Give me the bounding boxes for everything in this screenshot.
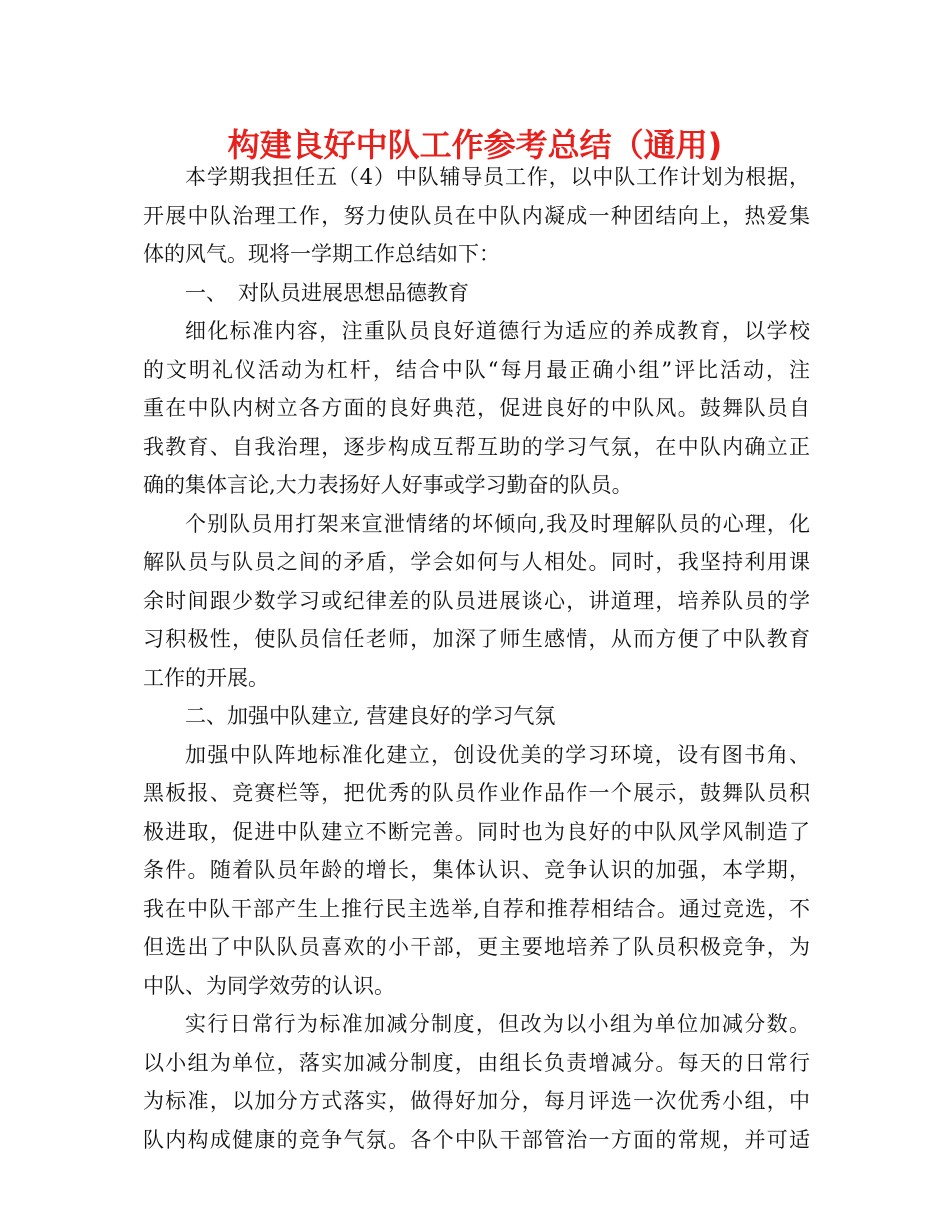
paragraph-line: 体的风气。现将一学期工作总结如下： — [143, 242, 500, 266]
paragraph-line: 的文明礼仪活动为杠杆，结合中队“每月最正确小组”评比活动，注 — [143, 357, 810, 382]
paragraph-line: 余时间跟少数学习或纪律差的队员进展谈心，讲道理，培养队员的学 — [143, 588, 810, 613]
paragraph-line: 实行日常行为标准加减分制度，但改为以小组为单位加减分数。 — [185, 1012, 810, 1036]
paragraph-line: 解队员与队员之间的矛盾，学会如何与人相处。同时，我坚持利用课 — [143, 550, 810, 574]
paragraph-line: 为标准，以加分方式落实，做得好加分，每月评选一次优秀小组，中 — [143, 1089, 810, 1113]
document-body — [143, 158, 810, 1159]
paragraph-line: 条件。随着队员年龄的增长，集体认识、竞争认识的加强，本学期， — [143, 858, 810, 882]
section-heading-2: 二、加强中队建立, 营建良好的学习气氛 — [185, 704, 556, 728]
paragraph-line: 本学期我担任五（4）中队辅导员工作，以中队工作计划为根据， — [185, 165, 810, 189]
paragraph-line: 我教育、自我治理，逐步构成互帮互助的学习气氛，在中队内确立正 — [143, 434, 810, 459]
paragraph-line: 个别队员用打架来宣泄情绪的坏倾向,我及时理解队员的心理，化 — [185, 511, 810, 536]
paragraph-line: 开展中队治理工作，努力使队员在中队内凝成一种团结向上，热爱集 — [143, 203, 810, 228]
section-heading-text: 对队员进展思想品德教育 — [238, 280, 469, 305]
paragraph-line: 我在中队干部产生上推行民主选举,自荐和推荐相结合。通过竞选，不 — [143, 896, 810, 921]
section-heading-1 — [143, 274, 810, 313]
paragraph-line: 工作的开展。 — [143, 665, 269, 690]
paragraph-line: 重在中队内树立各方面的良好典范，促进良好的中队风。鼓舞队员自 — [143, 396, 810, 420]
paragraph-line: 队内构成健康的竞争气氛。各个中队干部管治一方面的常规，并可适 — [143, 1127, 810, 1152]
paragraph-line: 中队、为同学效劳的认识。 — [143, 973, 395, 998]
paragraph-line: 黑板报、竞赛栏等，把优秀的队员作业作品作一个展示，鼓舞队员积 — [143, 781, 810, 805]
paragraph-line: 确的集体言论,大力表扬好人好事或学习勤奋的队员。 — [143, 473, 633, 497]
paragraph-line: 但选出了中队队员喜欢的小干部，更主要地培养了队员积极竞争，为 — [143, 935, 810, 959]
paragraph-line: 极进取，促进中队建立不断完善。同时也为良好的中队风学风制造了 — [143, 819, 810, 844]
paragraph-line: 加强中队阵地标准化建立，创设优美的学习环境，设有图书角、 — [185, 742, 810, 767]
paragraph-line: 以小组为单位，落实加减分制度，由组长负责增减分。每天的日常行 — [143, 1050, 810, 1075]
document-title: 构建良好中队工作参考总结（通用) — [227, 126, 723, 164]
section-heading-number: 一、 — [185, 280, 227, 305]
paragraph-line: 习积极性，使队员信任老师，加深了师生感情，从而方便了中队教育 — [143, 627, 810, 651]
paragraph-line: 细化标准内容，注重队员良好道德行为适应的养成教育，以学校 — [185, 319, 810, 343]
